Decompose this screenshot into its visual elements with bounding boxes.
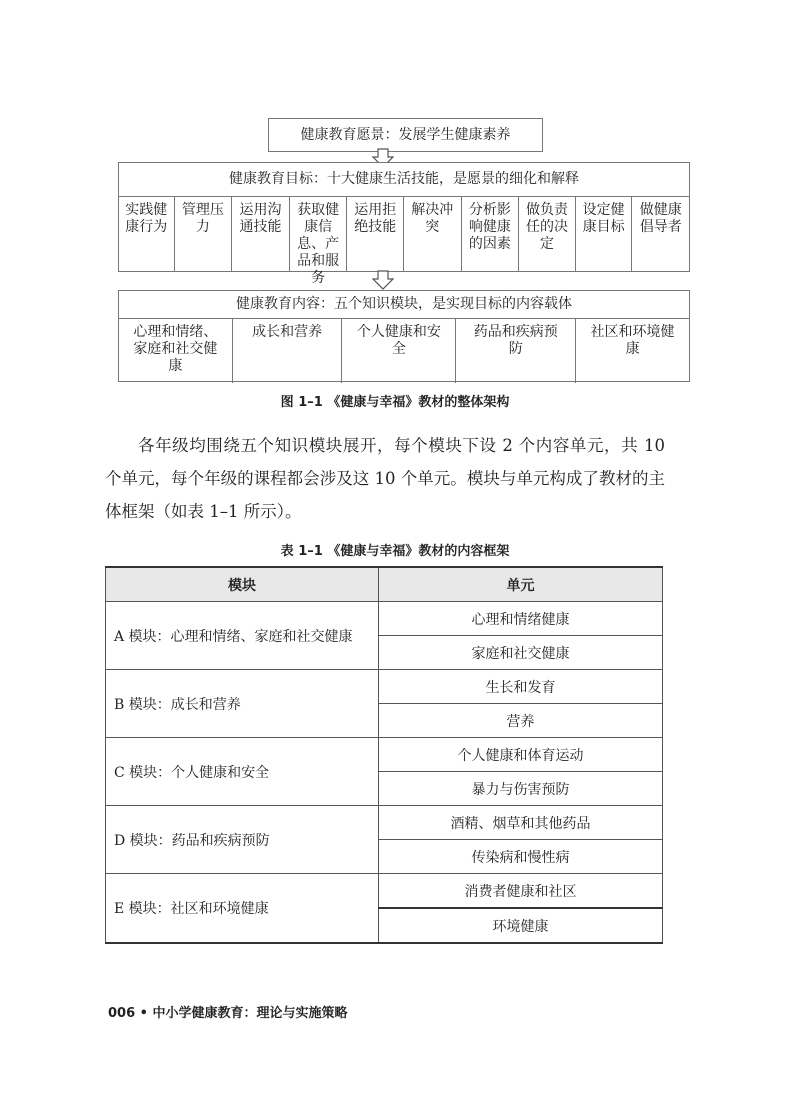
module-cell: D 模块：药品和疾病预防 [106,806,379,874]
module-cell: 个人健康和安全 [342,319,456,383]
page-footer: 006 • 中小学健康教育：理论与实施策略 [108,1006,348,1021]
module-cell: 成长和营养 [233,319,343,383]
unit-cell: 消费者健康和社区 [379,874,663,909]
unit-cell: 生长和发育 [379,670,663,704]
header-unit: 单元 [379,567,663,602]
module-cell: 社区和环境健康 [590,324,675,357]
skill-cell: 获取健康信息、产品和服务 [290,197,348,271]
unit-cell: 暴力与伤害预防 [379,772,663,806]
unit-cell: 酒精、烟草和其他药品 [379,806,663,840]
content-table [105,566,663,944]
content-box [118,290,690,382]
module-cell: 药品和疾病预防 [456,319,576,383]
module-cell: C 模块：个人健康和安全 [106,738,379,806]
content-header: 健康教育内容：五个知识模块，是实现目标的内容载体 [119,291,689,319]
skill-cell: 解决冲突 [404,197,462,271]
table-row [106,806,663,840]
skill-cell: 设定健康目标 [576,197,633,271]
down-arrow-icon [372,270,394,290]
unit-cell: 个人健康和体育运动 [379,738,663,772]
module-cell: B 模块：成长和营养 [106,670,379,738]
module-cell: A 模块：心理和情绪、家庭和社交健康 [106,602,379,670]
unit-cell: 环境健康 [379,908,663,943]
table-row [106,670,663,704]
unit-cell: 营养 [379,704,663,738]
skill-cell: 运用拒绝技能 [347,197,404,271]
unit-cell: 家庭和社交健康 [379,636,663,670]
goal-header: 健康教育目标：十大健康生活技能，是愿景的细化和解释 [119,163,689,197]
table-row [106,738,663,772]
table-caption: 表 1–1 《健康与幸福》教材的内容框架 [280,544,510,559]
module-cell: E 模块：社区和环境健康 [106,874,379,944]
table-row [106,602,663,636]
skill-cell: 运用沟通技能 [232,197,290,271]
skill-cell: 做负责任的决定 [519,197,576,271]
figure-caption: 图 1–1 《健康与幸福》教材的整体架构 [280,395,510,410]
unit-cell: 传染病和慢性病 [379,840,663,874]
vision-box: 健康教育愿景：发展学生健康素养 [268,118,543,152]
skill-cell: 实践健康行为 [119,197,175,271]
skill-cell: 管理压力 [175,197,233,271]
skill-cell: 分析影响健康的因素 [462,197,520,271]
header-module: 模块 [106,567,379,602]
module-cell: 心理和情绪、家庭和社交健康 [119,319,233,383]
table-row [106,874,663,909]
unit-cell: 心理和情绪健康 [379,602,663,636]
skill-cell: 做健康倡导者 [639,202,682,235]
goal-box [118,162,690,286]
body-paragraph: 各年级均围绕五个知识模块展开，每个模块下设 2 个内容单元，共 10 个单元，每个年级的课程都会涉及这 10 个单元。模块与单元构成了教材的主体框架（如表 1–1 所示）。 [105,436,665,521]
